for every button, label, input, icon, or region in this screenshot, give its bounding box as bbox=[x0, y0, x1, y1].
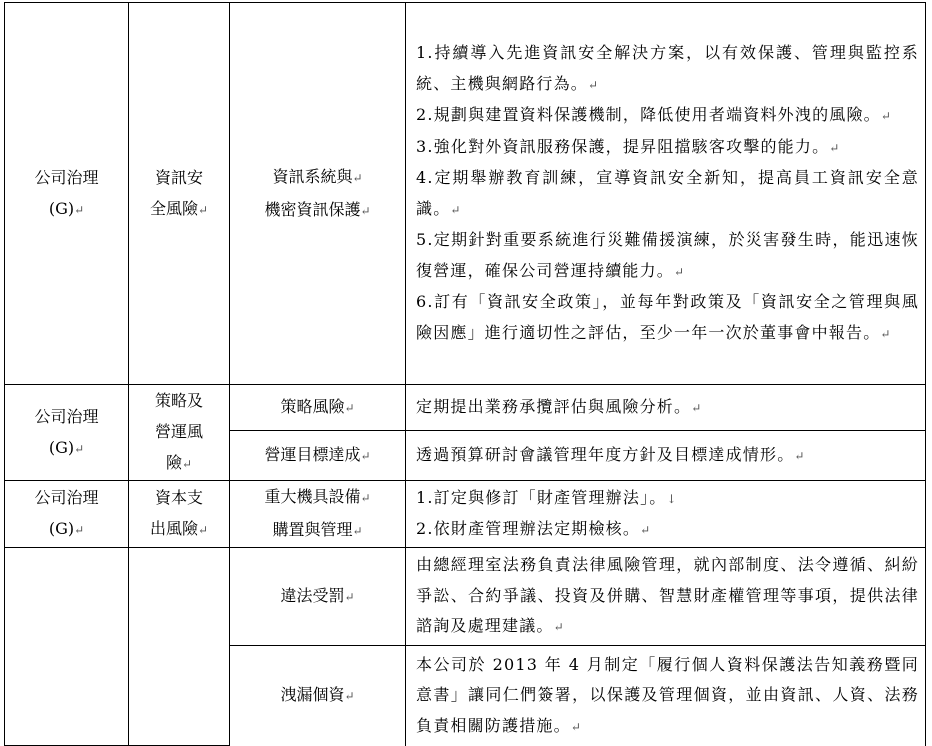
measure-paragraph bbox=[416, 225, 919, 287]
formatting-mark: ↵ bbox=[570, 719, 583, 734]
measures-cell bbox=[406, 385, 926, 431]
formatting-mark: ↵ bbox=[640, 523, 652, 537]
formatting-mark: ↵ bbox=[197, 202, 209, 217]
cell-text: 違法受罰 bbox=[280, 586, 345, 605]
formatting-mark: ↵ bbox=[553, 620, 565, 635]
risk-area-cell bbox=[5, 548, 129, 746]
cell-text: (G) bbox=[48, 198, 75, 218]
measures-cell bbox=[406, 431, 926, 481]
cell-text: 2.規劃與建置資料保護機制，降低使用者端資料外洩的風險。 bbox=[416, 105, 881, 124]
risk-management-table bbox=[4, 2, 926, 746]
cell-text: 2.依財產管理辦法定期檢核。 bbox=[416, 519, 641, 538]
risk-category-cell bbox=[129, 3, 230, 385]
formatting-mark: ↵ bbox=[588, 77, 600, 92]
formatting-mark: ↵ bbox=[450, 202, 462, 217]
formatting-mark: ↵ bbox=[674, 264, 686, 279]
cell-text: 1.訂定與修訂「財產管理辦法」。 bbox=[416, 487, 667, 507]
formatting-mark: ↵ bbox=[344, 689, 355, 704]
cell-text: 險 bbox=[165, 453, 182, 472]
cell-text: 資本支 bbox=[154, 488, 203, 507]
cell-text: 重大機具設備 bbox=[264, 487, 361, 506]
measures-cell bbox=[406, 646, 926, 746]
risk-item-cell bbox=[230, 481, 406, 548]
measures-cell bbox=[406, 481, 926, 548]
cell-text: 3.強化對外資訊服務保護，提昇阻擋駭客攻擊的能力。 bbox=[416, 136, 830, 156]
cell-text: 本公司於 2013 年 4 月制定「履行個人資料保護法告知義務暨同意書」讓同仁們簽署，以保護及管理個資，並由資訊、人資、法務負責相關防護措施。 bbox=[416, 654, 919, 735]
cell-text: 公司治理 bbox=[34, 167, 99, 187]
formatting-mark: ↵ bbox=[344, 590, 355, 604]
cell-text: 機密資訊保護 bbox=[264, 199, 361, 219]
risk-item-cell bbox=[230, 385, 406, 431]
cell-text: 營運目標達成 bbox=[264, 445, 361, 464]
risk-item-cell bbox=[230, 431, 406, 481]
formatting-mark: ↵ bbox=[880, 109, 893, 123]
cell-text: 策略風險 bbox=[280, 397, 345, 416]
cell-text: 資訊系統與 bbox=[272, 166, 353, 186]
cell-text: (G) bbox=[48, 437, 75, 457]
formatting-mark: ↵ bbox=[74, 202, 85, 217]
measure-paragraph bbox=[416, 287, 919, 349]
cell-text: 營運風 bbox=[154, 422, 203, 441]
formatting-mark: ↵ bbox=[794, 448, 806, 463]
formatting-mark: ↵ bbox=[880, 326, 892, 341]
formatting-mark: ↵ bbox=[352, 524, 363, 538]
table-row bbox=[5, 385, 926, 431]
cell-text: 出風險 bbox=[149, 519, 198, 538]
formatting-mark: ↵ bbox=[360, 449, 371, 463]
risk-area-cell bbox=[5, 3, 129, 385]
measure-paragraph bbox=[416, 163, 919, 225]
cell-text: 公司治理 bbox=[34, 488, 99, 507]
table-row bbox=[5, 548, 926, 646]
cell-text: 購置與管理 bbox=[272, 520, 353, 539]
risk-area-cell bbox=[5, 481, 129, 548]
cell-text: 6.訂有「資訊安全政策」，並每年對政策及「資訊安全之管理與風險因應」進行適切性之評估，至少一年一次於董事會中報告。 bbox=[416, 292, 919, 342]
risk-category-cell bbox=[129, 385, 230, 481]
formatting-mark: ↵ bbox=[344, 401, 355, 415]
measures-cell bbox=[406, 3, 926, 385]
table-row bbox=[5, 481, 926, 548]
formatting-mark: ↵ bbox=[360, 491, 371, 505]
formatting-mark: ↵ bbox=[74, 523, 85, 537]
formatting-mark: ↵ bbox=[74, 441, 85, 456]
measure-paragraph bbox=[416, 38, 919, 100]
risk-item-cell bbox=[230, 3, 406, 385]
cell-text: 由總經理室法務負責法律風險管理，就內部制度、法令遵循、糾紛爭訟、合約爭議、投資及併購、智慧財產權管理等事項，提供法律諮詢及處理建議。 bbox=[416, 555, 919, 636]
cell-text: 公司治理 bbox=[34, 406, 99, 426]
risk-area-cell bbox=[5, 385, 129, 481]
formatting-mark: ↵ bbox=[691, 400, 703, 415]
formatting-mark: ↵ bbox=[181, 457, 193, 471]
formatting-mark: ↵ bbox=[829, 140, 841, 155]
risk-category-cell bbox=[129, 481, 230, 548]
cell-text: 1.持續導入先進資訊安全解決方案，以有效保護、管理與監控系統、主機與網路行為。 bbox=[416, 43, 919, 93]
cell-text: 4.定期舉辦教育訓練，宣導資訊安全新知，提高員工資訊安全意識。 bbox=[416, 168, 919, 218]
risk-category-cell bbox=[129, 548, 230, 746]
cell-text: 定期提出業務承攬評估與風險分析。 bbox=[416, 396, 692, 416]
cell-text: 透過預算研討會議管理年度方針及目標達成情形。 bbox=[416, 444, 795, 464]
risk-item-cell bbox=[230, 646, 406, 746]
cell-text: 資訊安 bbox=[154, 167, 203, 187]
cell-text: 洩漏個資 bbox=[280, 685, 345, 705]
cell-text: 策略及 bbox=[154, 391, 203, 410]
formatting-mark: ↵ bbox=[360, 203, 371, 218]
measure-paragraph bbox=[416, 100, 919, 132]
measures-cell bbox=[406, 548, 926, 646]
measure-paragraph bbox=[416, 132, 919, 164]
cell-text: 全風險 bbox=[149, 198, 198, 218]
risk-item-cell bbox=[230, 548, 406, 646]
cell-text: 5.定期針對重要系統進行災難備援演練，於災害發生時，能迅速恢復營運，確保公司營運持續能力。 bbox=[416, 230, 919, 280]
formatting-mark: ↵ bbox=[352, 170, 363, 185]
table-row bbox=[5, 3, 926, 385]
cell-text: (G) bbox=[48, 519, 75, 538]
formatting-mark: ↵ bbox=[197, 523, 209, 537]
formatting-mark: ↓ bbox=[666, 491, 678, 506]
